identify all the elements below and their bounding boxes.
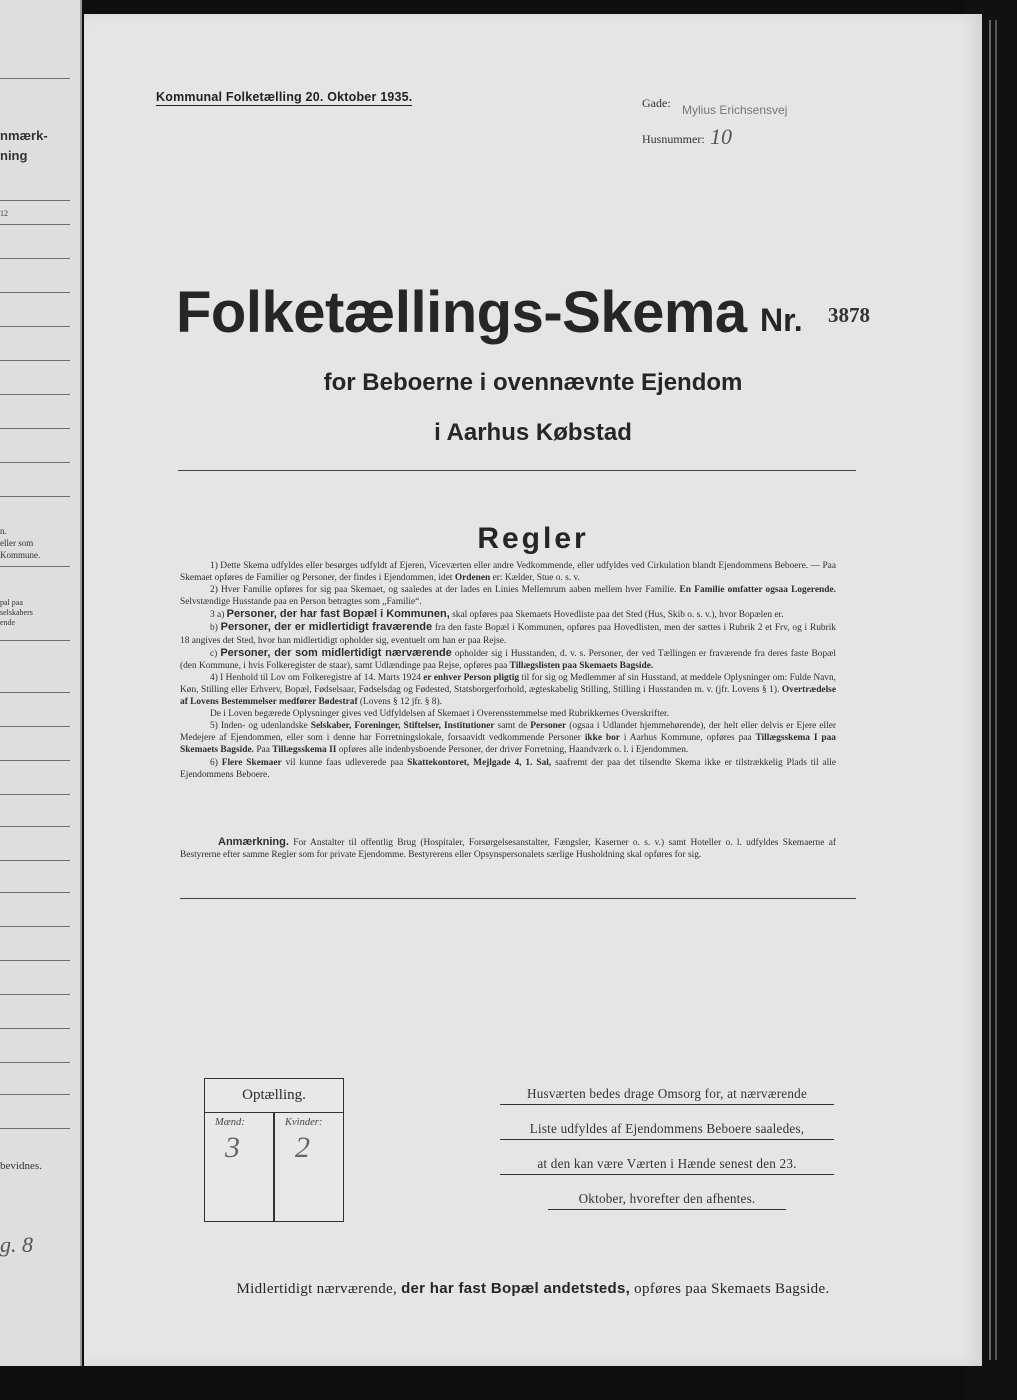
left-fragment: bevidnes. (0, 1160, 42, 1172)
rule-line (0, 726, 70, 727)
rules-heading: Regler (477, 522, 589, 555)
left-fragment: 12 (0, 209, 8, 218)
men-count: 3 (225, 1131, 240, 1164)
form-title: Folketællings-Skema (176, 280, 747, 345)
left-fragment: selskabers (0, 608, 33, 617)
rule-line (0, 994, 70, 995)
rules-text (180, 560, 836, 781)
men-label: Mænd: (215, 1117, 245, 1128)
rule-line (0, 794, 70, 795)
rule-1: 1) Dette Skema udfyldes eller besørges udfyldt af Ejeren, Viceværten eller andre Vedkommende, eller udfyldes ved Cirkulation blandt Ejendommens Beboere. — Paa Skemaet opføres de Familier og Personer, der findes i Ejendommen, idet Ordenen er: Kælder, Stue o. s. v. (180, 561, 836, 584)
rule-3c: c) Personer, der som midlertidigt nærværende opholder sig i Husstanden, d. v. s. Personer, der ved Tællingen er fraværende fra deres faste Bopæl (den Kommune, i hvis Folkeregister de staar), samt Udlændinge paa Rejse, opføres paa Tillægslisten paa Skemaets Bagside. (180, 646, 836, 671)
rule-6: 6) Flere Skemaer vil kunne faas udleverede paa Skattekontoret, Mejlgade 4, 1. Sal, saafremt der paa det tilsendte Skema ikke er tilstrækkelig Plads til alle Ejendommens Beboere. (180, 757, 837, 780)
rule-4-note: De i Loven begærede Oplysninger gives ved Udfyldelsen af Skemaet i Overensstemmelse med Rubrikkernes Overskrifter. (210, 709, 669, 720)
tally-box (204, 1078, 344, 1222)
left-fragment: n. (0, 526, 7, 536)
rule-line (0, 224, 70, 225)
rule-line (0, 428, 70, 429)
left-handwriting: g. 8 (0, 1232, 33, 1257)
remark-text (180, 836, 836, 861)
page-edge (995, 20, 997, 1360)
rule-line (0, 78, 70, 79)
notice-line: Husværten bedes drage Omsorg for, at nærværende (500, 1086, 834, 1105)
previous-page-edge (0, 0, 82, 1366)
notice-line: Oktober, hvorefter den afhentes. (548, 1191, 786, 1210)
house-number-value: 10 (710, 124, 732, 149)
left-fragment: pal paa (0, 598, 23, 607)
notice-line: Liste udfyldes af Ejendommens Beboere saaledes, (500, 1121, 834, 1140)
rule-3a: 3 a) Personer, der har fast Bopæl i Kommunen, skal opføres paa Skemaets Hovedliste paa det Sted (Hus, Skib o. s. v.), hvor Bopælen er. (210, 608, 784, 621)
landlord-notice (500, 1086, 834, 1226)
rule-line (0, 692, 70, 693)
left-fragment: nmærk- (0, 128, 48, 143)
street-label: Gade: (642, 96, 671, 110)
rule-line (0, 760, 70, 761)
rule-line (0, 566, 70, 567)
women-label: Kvinder: (285, 1117, 323, 1128)
rule-line (0, 1028, 70, 1029)
rule-line (0, 496, 70, 497)
left-fragment: Kommune. (0, 550, 41, 560)
rule-line (0, 892, 70, 893)
census-header: Kommunal Folketælling 20. Oktober 1935. (156, 90, 413, 104)
rule-line (0, 926, 70, 927)
rule-line (0, 394, 70, 395)
remark-label: Anmærkning. (218, 836, 289, 848)
rule-line (0, 640, 70, 641)
divider-rule (180, 898, 856, 899)
street-value: Mylius Erichsensvej (682, 103, 788, 117)
rule-line (0, 326, 70, 327)
tally-title: Optælling. (205, 1079, 343, 1113)
women-count: 2 (295, 1131, 310, 1164)
rule-line (0, 462, 70, 463)
rule-3b: b) Personer, der er midlertidigt fraværende fra den faste Bopæl i Kommunen, opføres paa Hovedlisten, men der sættes i Rubrik 2 et Frv, og i Rubrik 18 angives det Sted, hvor han midlertidigt opholder sig, eventuelt om han er paa Rejse. (180, 621, 836, 646)
rule-2: 2) Hver Familie opføres for sig paa Skemaet, og saaledes at der lades en Linies Mellemrum aaben mellem hver Familie. En Familie omfatter ogsaa Logerende. Selvstændige Husstande paa en Person betragtes som „Familie“. (180, 585, 836, 608)
notice-line: at den kan være Værten i Hænde senest den 23. (500, 1156, 834, 1175)
footer-instruction: Midlertidigt nærværende, der har fast Bopæl andetsteds, opføres paa Skemaets Bagside. (236, 1280, 830, 1297)
rule-line (0, 1128, 70, 1129)
page-edge (989, 20, 991, 1360)
left-fragment: eller som (0, 538, 34, 548)
form-subtitle: for Beboerne i ovennævnte Ejendom (323, 369, 743, 396)
rule-line (0, 826, 70, 827)
remark-body: For Anstalter til offentlig Brug (Hospitaler, Forsørgelsesanstalter, Fængsler, Kaserner o. s. v.) samt Hoteller o. l. udfyldes Skemaerne af Bestyrerne efter samme Regler som for private Ejendomme. Bestyrerens eller Opsynspersonalets særlige Husholdning skal opføres for sig. (180, 838, 836, 861)
rule-line (0, 360, 70, 361)
rule-line (0, 258, 70, 259)
form-number: 3878 (828, 303, 870, 327)
left-fragment: ning (0, 148, 28, 163)
divider-rule (178, 470, 856, 471)
house-number-label: Husnummer: (642, 132, 705, 146)
rule-line (0, 200, 70, 201)
number-label: Nr. (760, 302, 803, 338)
rule-line (0, 1062, 70, 1063)
rule-line (0, 960, 70, 961)
rule-line (0, 292, 70, 293)
form-subtitle-city: i Aarhus Købstad (434, 419, 632, 446)
left-fragment: ende (0, 618, 16, 627)
rule-4: 4) I Henhold til Lov om Folkeregistre af 14. Marts 1924 er enhver Person pligtig til for sig og Medlemmer af sin Husstand, at meddele Oplysninger om: Fulde Navn, Køn, Stilling eller Erhverv, Bopæl, Fødselsaar, Fødselsdag og Fødested, Statsborgerforhold, ægteskabelig Stilling, Stilling i Husstanden m. v. (jfr. Lovens § 1). Overtrædelse af Lovens Bestemmelser medfører Bødestraf (Lovens § 12 jfr. § 8). (180, 672, 836, 708)
tally-divider (273, 1112, 275, 1221)
rule-5: 5) Inden- og udenlandske Selskaber, Foreninger, Stiftelser, Institutioner samt de Personer (ogsaa i Udlandet hjemmehørende), der helt eller delvis er Ejere eller Medejere af Ejendommen, eller som i denne har Forretningslokale, forsaavidt vedkommende Personer ikke bor i Aarhus Kommune, opføres paa Tillægsskema I paa Skemaets Bagside. Paa Tillægsskema II opføres alle indenbysboende Personer, der driver Forretning, Haandværk o. l. i Ejendommen. (180, 721, 836, 756)
census-form-page (84, 14, 982, 1366)
rule-line (0, 860, 70, 861)
rule-line (0, 1094, 70, 1095)
